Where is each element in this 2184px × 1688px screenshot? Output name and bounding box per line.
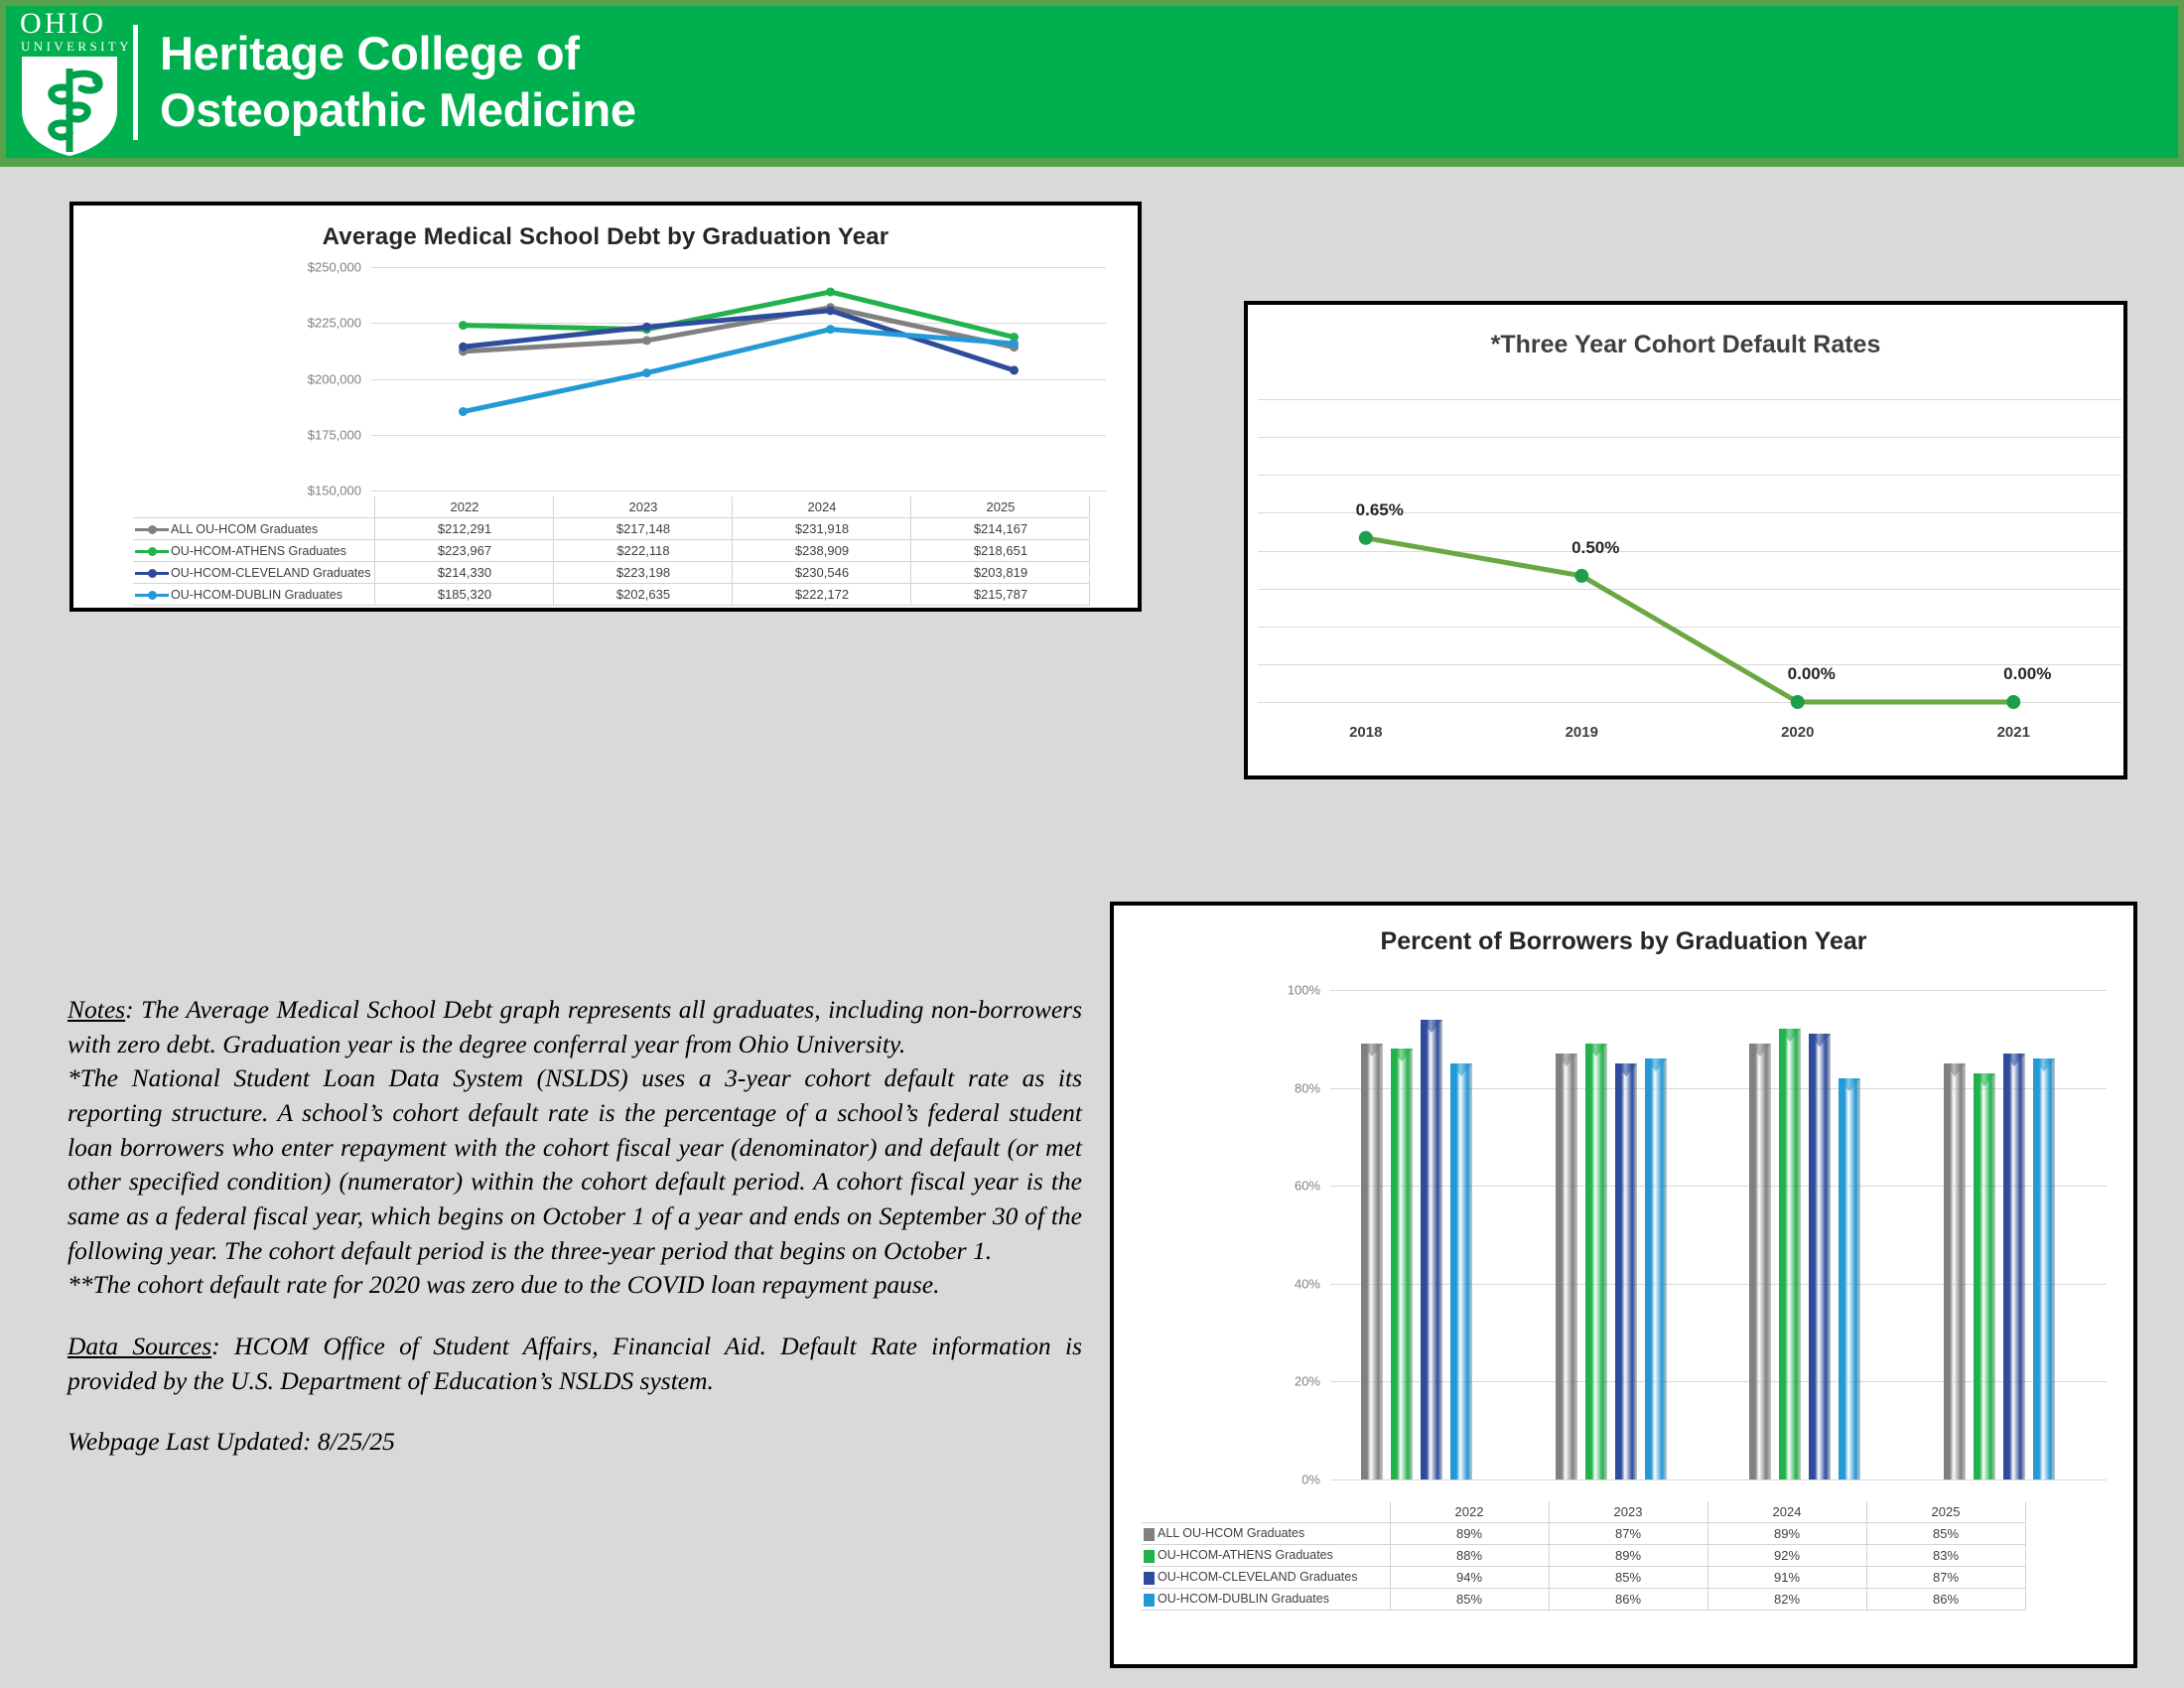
table-column-header: 2024 [1707,1501,1866,1523]
table-value-cell: $238,909 [733,540,911,562]
bar-body [1809,1034,1831,1479]
bar-body [2033,1058,2055,1479]
bar-cap-bevel [1809,1034,1831,1049]
average-debt-chart-panel [69,202,1142,612]
bar-cap-bevel [1421,1020,1442,1035]
x-axis-tick-label: 2020 [1781,724,1815,741]
table-header-row [1142,1501,2025,1523]
table-value-cell: 83% [1866,1545,2025,1567]
legend-line-swatch [135,546,169,556]
x-axis-tick-label: 2019 [1565,724,1598,741]
table-legend-cell [133,518,375,540]
table-row [133,518,1090,540]
table-value-cell: 82% [1707,1589,1866,1611]
default-rate-data-label: 0.50% [1571,537,1620,557]
table-column-header: 2024 [733,496,911,518]
table-legend-cell [133,540,375,562]
table-column-header: 2025 [911,496,1090,518]
gridline [1330,990,2107,991]
debt-line-marker [459,343,468,352]
table-value-cell: 86% [1866,1589,2025,1611]
bar-body [1556,1054,1577,1479]
bar-column [1421,1020,1442,1479]
table-value-cell: $214,330 [375,562,554,584]
legend-marker [148,569,157,578]
average-debt-chart-title: Average Medical School Debt by Graduation Year [322,223,889,250]
table-value-cell: $212,291 [375,518,554,540]
x-axis-tick-label: 2018 [1349,724,1383,741]
bar-column [1839,1078,1860,1479]
bar-cap-bevel [2003,1054,2025,1068]
average-debt-data-table [133,496,1090,606]
debt-line-series [464,311,1015,370]
table-legend-header [133,496,375,518]
banner-title-line1: Heritage College of [160,26,580,79]
table-value-cell: $215,787 [911,584,1090,606]
bar-cap-bevel [1779,1029,1801,1044]
notes-label: Notes [68,995,126,1024]
table-value-cell: $222,118 [554,540,733,562]
y-axis-tick-label: 40% [1294,1276,1320,1292]
bar-cap [1450,1063,1472,1078]
table-column-header: 2023 [554,496,733,518]
last-updated-text: Webpage Last Updated: 8/25/25 [68,1427,395,1457]
bar-cap [1556,1054,1577,1068]
banner-title-line2: Osteopathic Medicine [160,82,636,136]
bar-cap-bevel [1839,1078,1860,1093]
bar-cap [1944,1063,1966,1078]
table-legend-label: OU-HCOM-CLEVELAND Graduates [171,565,371,580]
bar-column [1809,1034,1831,1479]
default-rate-line [1366,538,2014,702]
bar-body [1974,1073,1995,1479]
default-rate-data-label: 0.65% [1355,499,1404,519]
table-legend-label: OU-HCOM-DUBLIN Graduates [171,587,342,602]
bar-cap-bevel [1450,1063,1472,1078]
bar-column [1450,1063,1472,1479]
bar-body [1450,1063,1472,1479]
table-row [1142,1589,2025,1611]
bar-column [1615,1063,1637,1479]
legend-box-swatch [1144,1528,1155,1541]
sources-body: : HCOM Office of Student Affairs, Financial Aid. Default Rate information is provided by the U.S. Department of Education’s NSLDS system. [68,1332,1082,1395]
legend-line-swatch [135,590,169,600]
logo-divider [133,25,138,140]
bar-cap [1645,1058,1667,1073]
table-legend-cell [1142,1523,1390,1545]
bar-cap [1839,1078,1860,1093]
covid-paragraph: **The cohort default rate for 2020 was zero due to the COVID loan repayment pause. [68,1270,940,1300]
bar-cap-bevel [1645,1058,1667,1073]
bar-body [1615,1063,1637,1479]
x-axis-tick-label: 2021 [1996,724,2030,741]
debt-line-series-group [73,206,1146,503]
y-axis-tick-label: 20% [1294,1373,1320,1389]
bar-body [2003,1054,2025,1479]
legend-box-swatch [1144,1572,1155,1585]
bar-cap [1585,1044,1607,1058]
table-value-cell: 89% [1549,1545,1707,1567]
bar-cap-bevel [1944,1063,1966,1078]
default-rate-data-label: 0.00% [1787,664,1836,683]
table-value-cell: 89% [1707,1523,1866,1545]
debt-line-marker [1010,339,1019,348]
table-legend-cell [1142,1567,1390,1589]
table-value-cell: $230,546 [733,562,911,584]
bar-cap [1974,1073,1995,1088]
table-legend-header [1142,1501,1390,1523]
table-column-header: 2025 [1866,1501,2025,1523]
bar-cap [1809,1034,1831,1049]
bar-column [1361,1044,1383,1479]
debt-line-marker [642,368,651,377]
legend-marker [148,547,157,556]
legend-marker [148,591,157,600]
debt-line-marker [642,323,651,332]
bar-cap [1421,1020,1442,1035]
legend-marker [148,525,157,534]
sources-label: Data Sources [68,1332,212,1361]
table-value-cell: 85% [1549,1567,1707,1589]
table-legend-label: ALL OU-HCOM Graduates [1158,1526,1305,1541]
bar-column [1944,1063,1966,1479]
debt-line-marker [826,325,835,334]
bar-column [1391,1049,1413,1479]
y-axis-tick-label: $200,000 [307,371,361,386]
table-column-header: 2022 [375,496,554,518]
default-rate-series-group [1248,305,2131,772]
debt-line-marker [642,336,651,345]
default-rate-marker [2006,695,2020,709]
y-axis-tick-label: 0% [1301,1472,1320,1487]
y-axis-tick-label: 100% [1287,982,1320,998]
table-row [1142,1545,2025,1567]
percent-borrowers-chart-title: Percent of Borrowers by Graduation Year [1380,927,1867,955]
y-axis-tick-label: 80% [1294,1080,1320,1096]
default-rate-data-label: 0.00% [2003,664,2052,683]
default-rates-chart-panel [1244,301,2127,779]
banner-title [160,26,636,139]
default-rates-plot-area [1248,305,2123,775]
bar-body [1585,1044,1607,1479]
bar-cap-bevel [1749,1044,1771,1058]
bar-column [1779,1029,1801,1479]
bar-column [1749,1044,1771,1479]
table-legend-label: OU-HCOM-CLEVELAND Graduates [1158,1570,1358,1585]
table-value-cell: 91% [1707,1567,1866,1589]
bar-column [2003,1054,2025,1479]
bar-cap-bevel [1361,1044,1383,1058]
shield-caduceus-icon [20,55,119,158]
table-value-cell: $231,918 [733,518,911,540]
notes-spacer [68,1303,1082,1330]
bar-cap-bevel [1391,1049,1413,1063]
table-value-cell: 94% [1390,1567,1549,1589]
notes-section [68,993,1082,1460]
table-value-cell: $223,967 [375,540,554,562]
table-legend-label: OU-HCOM-ATHENS Graduates [1158,1548,1333,1563]
legend-line-swatch [135,524,169,534]
y-axis-tick-label: $250,000 [307,259,361,275]
bar-cap [2033,1058,2055,1073]
table-legend-cell [1142,1589,1390,1611]
sources-paragraph [68,1330,1082,1398]
bar-column [1556,1054,1577,1479]
y-axis-tick-label: $175,000 [307,427,361,443]
bar-column [2033,1058,2055,1479]
debt-line-marker [459,321,468,330]
bar-cap-bevel [1556,1054,1577,1068]
table-value-cell: 92% [1707,1545,1866,1567]
logo-university-text: UNIVERSITY [21,38,132,54]
default-rate-marker [1574,569,1588,583]
table-value-cell: $202,635 [554,584,733,606]
bar-body [1749,1044,1771,1479]
table-value-cell: $218,651 [911,540,1090,562]
site-header-banner [0,0,2184,167]
bar-body [1839,1078,1860,1479]
table-value-cell: $223,198 [554,562,733,584]
table-legend-cell [133,584,375,606]
table-row [1142,1567,2025,1589]
table-legend-cell [133,562,375,584]
bar-cap [1361,1044,1383,1058]
legend-line-swatch [135,568,169,578]
percent-borrowers-chart-panel [1110,902,2137,1668]
table-value-cell: $203,819 [911,562,1090,584]
table-value-cell: 88% [1390,1545,1549,1567]
bar-body [1361,1044,1383,1479]
bar-cap-bevel [1585,1044,1607,1058]
bar-column [1585,1044,1607,1479]
legend-box-swatch [1144,1594,1155,1607]
table-column-header: 2023 [1549,1501,1707,1523]
notes-body: : The Average Medical School Debt graph represents all graduates, including non-borrowers with zero debt. Graduation year is the degree conferral year from Ohio University. [68,995,1082,1058]
table-value-cell: $222,172 [733,584,911,606]
bar-cap [1749,1044,1771,1058]
nslds-paragraph: *The National Student Loan Data System (NSLDS) uses a 3-year cohort default rate as its reporting structure. A school’s cohort default rate is the percentage of a school’s federal student loan borrowers who enter repayment with the cohort fiscal year (denominator) and default (or met other specified condition) (numerator) within the cohort default period. A cohort fiscal year is the same as a federal fiscal year, which begins on October 1 of a year and ends on September 30 of the following year. The cohort default period is the three-year period that begins on October 1. [68,1063,1082,1265]
gridline [1330,1479,2107,1480]
percent-borrowers-data-table [1142,1501,2026,1611]
bar-cap-bevel [1974,1073,1995,1088]
table-row [133,584,1090,606]
debt-line-marker [1010,365,1019,374]
logo-ohio-text: OHIO [20,6,106,40]
table-legend-cell [1142,1545,1390,1567]
table-row [133,562,1090,584]
table-value-cell: $185,320 [375,584,554,606]
bar-body [1391,1049,1413,1479]
table-value-cell: 85% [1866,1523,2025,1545]
y-axis-tick-label: $150,000 [307,483,361,498]
bar-column [1645,1058,1667,1479]
table-value-cell: 87% [1866,1567,2025,1589]
debt-line-marker [826,306,835,315]
table-header-row [133,496,1090,518]
bar-cap [1615,1063,1637,1078]
notes-paragraph [68,993,1082,1061]
default-rate-marker [1791,695,1805,709]
table-column-header: 2022 [1390,1501,1549,1523]
y-axis-tick-label: $225,000 [307,315,361,331]
table-value-cell: 87% [1549,1523,1707,1545]
bar-cap [2003,1054,2025,1068]
bar-body [1779,1029,1801,1479]
ohio-university-logo [12,6,132,158]
bar-cap [1391,1049,1413,1063]
table-value-cell: 86% [1549,1589,1707,1611]
debt-line-marker [826,287,835,296]
bar-body [1645,1058,1667,1479]
bar-cap [1779,1029,1801,1044]
bar-cap-bevel [1615,1063,1637,1078]
debt-line-marker [459,407,468,416]
updated-spacer [68,1398,1082,1425]
bar-body [1944,1063,1966,1479]
table-value-cell: $214,167 [911,518,1090,540]
table-value-cell: 85% [1390,1589,1549,1611]
table-legend-label: OU-HCOM-DUBLIN Graduates [1158,1592,1329,1607]
table-row [133,540,1090,562]
bar-column [1974,1073,1995,1479]
default-rates-chart-title: *Three Year Cohort Default Rates [1490,331,1881,358]
bar-cap-bevel [2033,1058,2055,1073]
bar-body [1421,1020,1442,1479]
legend-box-swatch [1144,1550,1155,1563]
table-legend-label: ALL OU-HCOM Graduates [171,521,319,536]
y-axis-tick-label: 60% [1294,1178,1320,1194]
default-rate-marker [1359,531,1373,545]
table-value-cell: 89% [1390,1523,1549,1545]
table-row [1142,1523,2025,1545]
table-value-cell: $217,148 [554,518,733,540]
table-legend-label: OU-HCOM-ATHENS Graduates [171,543,346,558]
